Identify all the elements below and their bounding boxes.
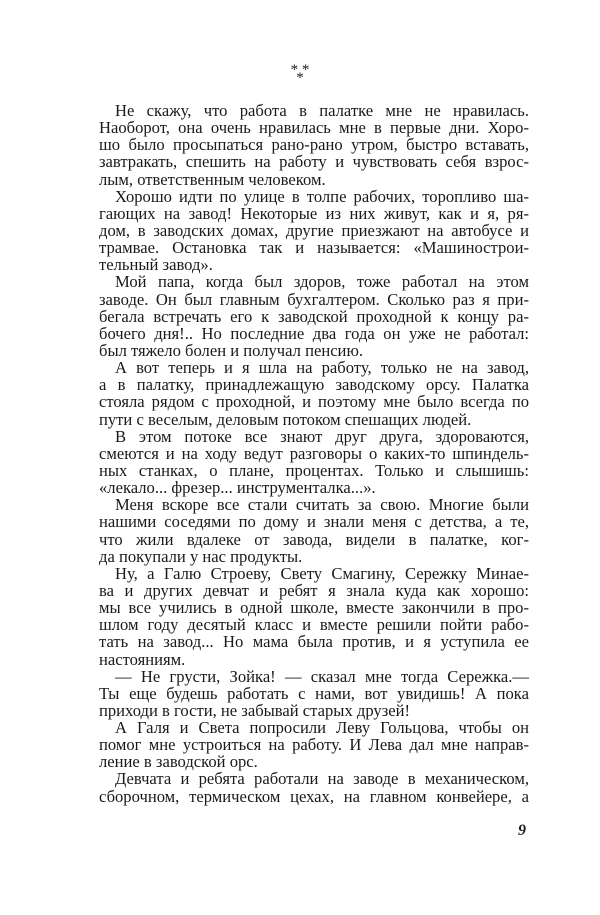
- text-line: Меня вскоре все стали считать за свою. Многие были: [115, 495, 529, 515]
- text-line: А Галя и Света попросили Леву Гольцова, чтобы он: [115, 718, 529, 738]
- text-line: ва и других девчат и ребят я знала куда как хорошо:: [99, 580, 529, 600]
- text-line: был тяжело болен и получал пенсию.: [99, 340, 363, 360]
- text-line: тельный завод».: [99, 255, 213, 275]
- text-line: — Не грусти, Зойка! — сказал мне тогда Сережка.—: [115, 666, 529, 686]
- text-line: смеются и на ходу ведут разговоры о каких-то шпиндель-: [99, 443, 529, 463]
- text-line: В этом потоке все знают друг друга, здороваются,: [115, 426, 529, 446]
- paragraph: [99, 102, 529, 188]
- text-line: Девчата и ребята работали на заводе в механическом,: [115, 769, 529, 789]
- text-line: А вот теперь и я шла на работу, только не на завод,: [115, 358, 529, 378]
- text-line: «лекало... фрезер... инструменталка...».: [99, 478, 376, 498]
- paragraph: [99, 668, 529, 719]
- paragraph: [99, 770, 529, 804]
- paragraph: [99, 273, 529, 359]
- text-line: а в палатку, принадлежащую заводскому орсу. Палатка: [99, 375, 529, 395]
- text-line: бочего дня!.. Но последние два года он уже не работал:: [99, 323, 529, 343]
- text-line: приходи в гости, не забывай старых друзей!: [99, 700, 411, 720]
- text-line: заводе. Он был главным бухгалтером. Сколько раз я при-: [99, 289, 529, 309]
- text-line: сборочном, термическом цехах, на главном конвейере, а: [99, 786, 529, 806]
- text-line: Ты еще будешь работать с нами, вот увидишь! А пока: [99, 683, 529, 703]
- text-line: ных станках, о плане, процентах. Только и слышишь:: [99, 460, 529, 480]
- text-line: стояла рядом с проходной, и поэтому мне было всегда по: [99, 392, 529, 412]
- text-line: Наоборот, она очень нравилась мне в первые дни. Хоро-: [99, 118, 529, 138]
- text-line: бегала встречать его к заводской проходной к концу ра-: [99, 306, 529, 326]
- text-line: Хорошо идти по улице в толпе рабочих, торопливо ша-: [115, 186, 529, 206]
- text-line: шо было просыпаться рано-рано утром, быстро вставать,: [99, 135, 529, 155]
- page-number: 9: [518, 822, 526, 839]
- text-line: мы все учились в одной школе, вместе закончили в про-: [99, 598, 529, 618]
- paragraph: [99, 359, 529, 428]
- paragraph: [99, 188, 529, 274]
- section-ornament: * * *: [290, 62, 310, 86]
- text-line: Мой папа, когда был здоров, тоже работал на этом: [115, 272, 529, 292]
- text-line: помог мне устроиться на работу. И Лева дал мне направ-: [99, 735, 529, 755]
- text-line: Ну, а Галю Строеву, Свету Смагину, Сережку Минае-: [115, 563, 529, 583]
- body-text: [99, 102, 529, 805]
- text-line: трамвае. Остановка так и называется: «Машинострои-: [99, 238, 529, 258]
- text-line: ление в заводской орс.: [99, 752, 258, 772]
- text-line: тать на завод... Но мама была против, и я уступила ее: [99, 632, 529, 652]
- text-line: нашими соседями по дому и знали меня с детства, а те,: [99, 512, 529, 532]
- text-line: что жили вдалеке от завода, видели в палатке, ког-: [99, 529, 529, 549]
- text-line: Не скажу, что работа в палатке мне не нравилась.: [115, 101, 529, 120]
- text-line: пути с веселым, деловым потоком спешащих людей.: [99, 409, 472, 429]
- paragraph: [99, 565, 529, 668]
- text-line: шлом году десятый класс и вместе решили пойти рабо-: [99, 615, 529, 635]
- text-line: завтракать, спешить на работу и чувствовать себя взрос-: [99, 152, 529, 172]
- text-line: лым, ответственным человеком.: [99, 169, 326, 189]
- text-line: гающих на завод! Некоторые из них живут, как и я, ря-: [99, 203, 529, 223]
- text-line: да покупали у нас продукты.: [99, 546, 303, 566]
- paragraph: [99, 428, 529, 497]
- paragraph: [99, 496, 529, 565]
- paragraph: [99, 719, 529, 770]
- text-line: дом, в заводских домах, другие приезжают на автобусе и: [99, 220, 529, 240]
- text-line: настояниям.: [99, 649, 186, 669]
